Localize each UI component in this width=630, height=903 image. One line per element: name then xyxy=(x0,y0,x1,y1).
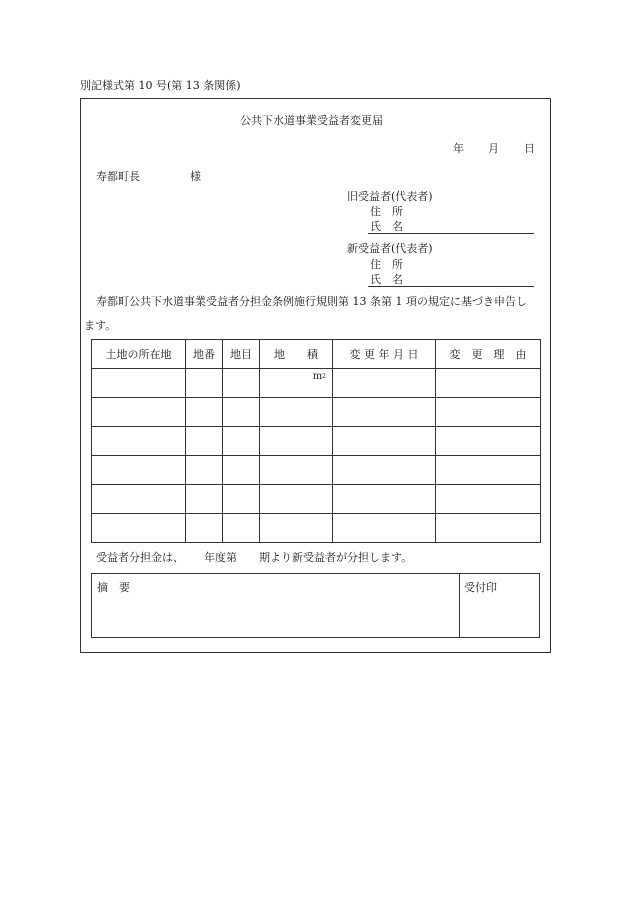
change-date-cell[interactable] xyxy=(333,398,436,427)
area-cell[interactable] xyxy=(260,427,333,456)
change-date-cell[interactable] xyxy=(333,369,436,398)
land-category-cell[interactable] xyxy=(223,514,260,543)
change-date-cell[interactable] xyxy=(333,427,436,456)
old-beneficiary-name-label: 氏 名 xyxy=(370,220,403,233)
location-cell[interactable] xyxy=(92,456,186,485)
header-location: 土地の所在地 xyxy=(92,340,186,369)
date-month: 月 xyxy=(488,142,499,155)
land-category-cell[interactable] xyxy=(223,485,260,514)
burden-note: 受益者分担金は、 年度第 期より新受益者が分担します。 xyxy=(96,551,413,564)
area-cell[interactable] xyxy=(260,369,333,398)
area-unit-base: m xyxy=(312,370,323,382)
summary-label: 摘 要 xyxy=(97,581,130,594)
change-date-cell[interactable] xyxy=(333,514,436,543)
area-cell[interactable] xyxy=(260,485,333,514)
change-date-cell[interactable] xyxy=(333,456,436,485)
change-reason-cell[interactable] xyxy=(436,369,541,398)
declaration-line-1: 寿都町公共下水道事業受益者分担金条例施行規則第 13 条第 1 項の規定に基づき申告し xyxy=(96,295,527,308)
location-cell[interactable] xyxy=(92,369,186,398)
table-row xyxy=(92,369,541,398)
location-cell[interactable] xyxy=(92,427,186,456)
declaration-line-2: ます。 xyxy=(84,319,117,332)
lot-number-cell[interactable] xyxy=(186,369,223,398)
receipt-stamp-label: 受付印 xyxy=(464,581,497,594)
change-reason-cell[interactable] xyxy=(436,456,541,485)
new-beneficiary-heading: 新受益者(代表者) xyxy=(347,242,433,255)
header-land-category: 地目 xyxy=(223,340,260,369)
lot-number-cell[interactable] xyxy=(186,398,223,427)
area-cell[interactable] xyxy=(260,514,333,543)
location-cell[interactable] xyxy=(92,514,186,543)
table-row xyxy=(92,514,541,543)
table-row xyxy=(92,456,541,485)
lot-number-cell[interactable] xyxy=(186,485,223,514)
new-beneficiary-name-line xyxy=(368,286,534,287)
change-reason-cell[interactable] xyxy=(436,398,541,427)
table-header-row xyxy=(92,340,541,369)
land-table xyxy=(91,339,541,543)
form-title: 公共下水道事業受益者変更届 xyxy=(240,114,383,127)
header-lot-number: 地番 xyxy=(186,340,223,369)
lot-number-cell[interactable] xyxy=(186,514,223,543)
table-row xyxy=(92,398,541,427)
addressee-honorific: 様 xyxy=(190,170,201,183)
change-reason-cell[interactable] xyxy=(436,485,541,514)
lot-number-cell[interactable] xyxy=(186,427,223,456)
change-reason-cell[interactable] xyxy=(436,514,541,543)
land-category-cell[interactable] xyxy=(223,369,260,398)
addressee-name: 寿都町長 xyxy=(96,170,140,183)
new-beneficiary-name-label: 氏 名 xyxy=(370,273,403,286)
date-day: 日 xyxy=(524,142,535,155)
area-cell[interactable] xyxy=(260,456,333,485)
header-change-date: 変 更 年 月 日 xyxy=(333,340,436,369)
area-cell[interactable] xyxy=(260,398,333,427)
land-category-cell[interactable] xyxy=(223,427,260,456)
summary-box[interactable] xyxy=(91,573,460,638)
land-category-cell[interactable] xyxy=(223,456,260,485)
location-cell[interactable] xyxy=(92,485,186,514)
header-area: 地 積 xyxy=(260,340,333,369)
old-beneficiary-name-line xyxy=(368,233,534,234)
table-row xyxy=(92,485,541,514)
location-cell[interactable] xyxy=(92,398,186,427)
old-beneficiary-address-label: 住 所 xyxy=(370,205,403,218)
change-date-cell[interactable] xyxy=(333,485,436,514)
table-row xyxy=(92,427,541,456)
date-year: 年 xyxy=(453,142,464,155)
form-label: 別記様式第 10 号(第 13 条関係) xyxy=(80,79,241,92)
area-unit-sup: 2 xyxy=(322,373,326,381)
header-change-reason: 変 更 理 由 xyxy=(436,340,541,369)
new-beneficiary-address-label: 住 所 xyxy=(370,258,403,271)
lot-number-cell[interactable] xyxy=(186,456,223,485)
old-beneficiary-heading: 旧受益者(代表者) xyxy=(347,190,433,203)
area-unit xyxy=(312,370,326,385)
land-category-cell[interactable] xyxy=(223,398,260,427)
receipt-stamp-box xyxy=(459,573,540,638)
change-reason-cell[interactable] xyxy=(436,427,541,456)
